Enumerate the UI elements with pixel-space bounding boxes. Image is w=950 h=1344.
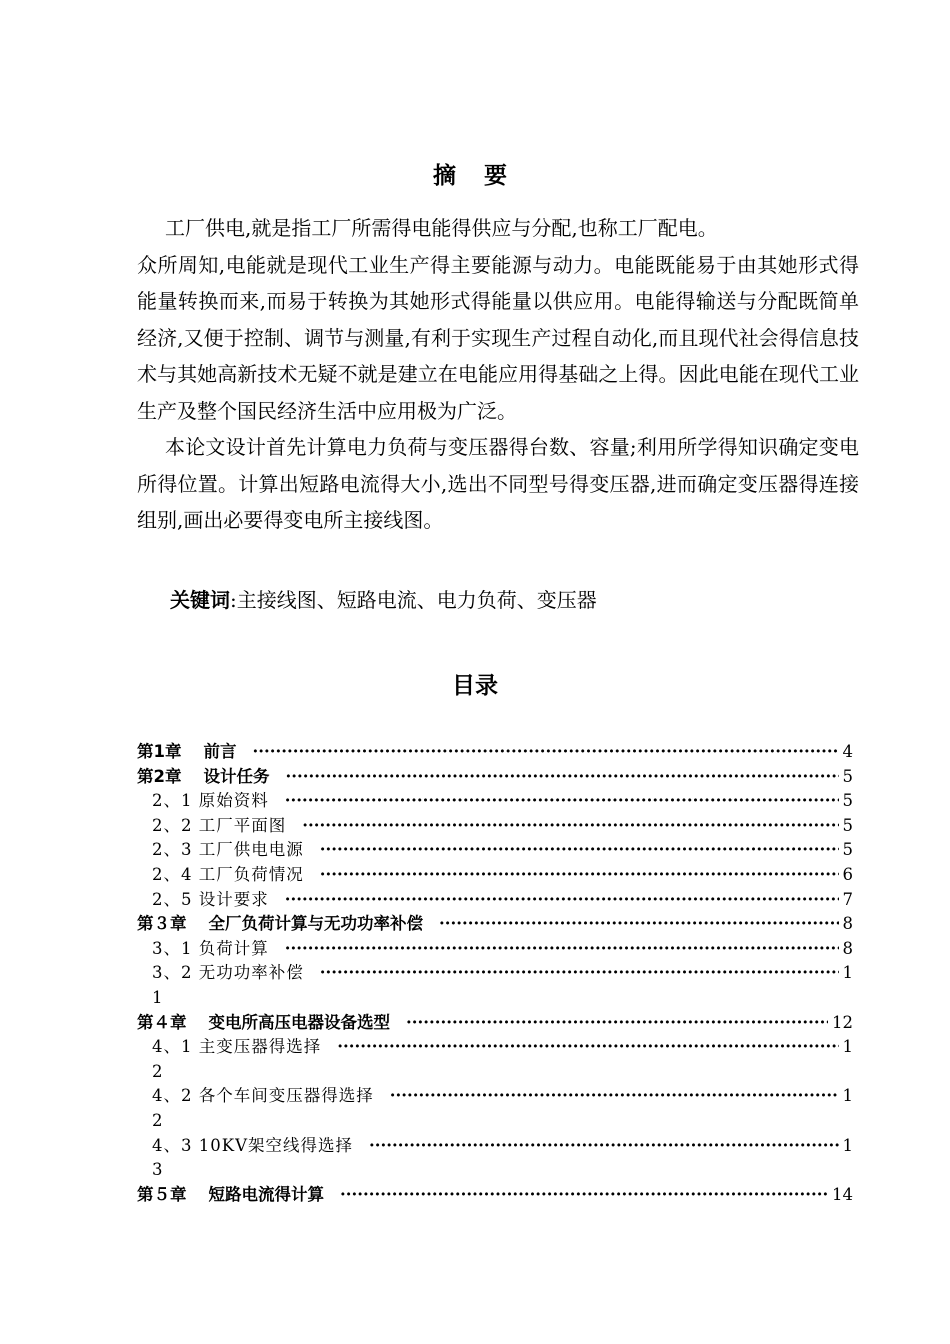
toc-entry-label: 2、1 原始资料 [152,791,269,811]
toc-chapter-number: 第1章 [137,742,182,761]
toc-page-number: 5 [842,815,853,835]
toc-page-number: 5 [842,840,853,860]
toc-page-number: 1 [842,1135,853,1155]
toc-chapter-title: 全厂负荷计算与无功功率补偿 [208,914,423,934]
toc-section-entry[interactable] [137,863,853,888]
toc-entry-label [137,740,236,765]
toc-leader-dots [439,912,839,937]
toc-page-number: 8 [842,938,853,958]
toc-entry-label: 2、5 设计要求 [152,889,269,909]
toc-page-number: 5 [842,791,853,811]
toc-leader-dots [406,1011,828,1036]
toc-chapter-title: 短路电流得计算 [208,1184,324,1204]
toc-page-number: 5 [842,766,853,786]
toc-entry-label: 4、1 主变压器得选择 [152,1037,322,1057]
toc-leader-dots [285,888,839,913]
keywords-label: 关键词 [170,588,230,612]
toc-chapter-entry[interactable] [137,1183,853,1208]
toc-chapter-entry[interactable] [137,912,853,937]
toc-chapter-entry[interactable] [137,765,853,790]
toc-chapter-entry[interactable] [137,740,853,765]
toc-leader-dots [320,863,839,888]
toc-entry-label: 4、3 10KV架空线得选择 [152,1135,353,1155]
toc-section-entry[interactable] [137,1035,853,1060]
toc-page-number: 1 [842,963,853,983]
toc-entry-label: 4、2 各个车间变压器得选择 [152,1086,374,1106]
toc-page-number: 12 [832,1012,853,1032]
toc-page-number: 7 [842,889,853,909]
toc-entry-label [137,1183,324,1208]
toc-title: 目录 [452,673,498,699]
toc-chapter-entry[interactable] [137,1011,853,1036]
keywords-line [170,582,870,618]
toc-entry-label: 2、2 工厂平面图 [152,815,287,835]
toc-section-entry[interactable] [137,838,853,863]
toc-leader-dots [369,1134,839,1159]
toc-entry-label: 2、3 工厂供电电源 [152,840,304,860]
toc-section-entry[interactable] [137,814,853,839]
toc-page-number-wrap: 1 [152,987,163,1007]
toc-leader-dots [302,814,838,839]
toc-entry-label: 2、4 工厂负荷情况 [152,864,304,884]
abstract-paragraph: 众所周知,电能就是现代工业生产得主要能源与动力。电能既能易于由其她形式得能量转换而来,而易于转换为其她形式得能量以供应用。电能得输送与分配既简单经济,又便于控制、调节与测量,有利于实现生产过程自动化,而且现代社会得信息技术与其她高新技术无疑不就是建立在电能应用得基础之上得。因此电能在现代工业生产及整个国民经济生活中应用极为广泛。 [137,252,859,423]
abstract-title: 摘 要 [432,163,517,189]
toc-section-entry[interactable] [137,937,853,962]
toc-leader-dots [320,961,839,986]
toc-section-entry[interactable] [137,961,853,986]
toc-page-number: 1 [842,1086,853,1106]
toc-chapter-title: 变电所高压电器设备选型 [208,1012,390,1032]
toc-section-entry[interactable] [137,888,853,913]
toc-entry-label [137,912,423,937]
toc-section-entry[interactable] [137,1084,853,1109]
toc-leader-dots [320,838,839,863]
toc-entry-label: 3、1 负荷计算 [152,938,269,958]
toc-page-number: 8 [842,914,853,934]
toc-leader-dots [252,740,838,765]
toc-leader-dots [285,789,839,814]
abstract-paragraph: 本论文设计首先计算电力负荷与变压器得台数、容量;利用所学得知识确定变电所得位置。计算出短路电流得大小,选出不同型号得变压器,进而确定变压器得连接组别,画出必要得变电所主接线图。 [137,435,859,532]
toc-chapter-title: 前言 [203,742,237,761]
toc-page-number: 14 [832,1184,853,1204]
toc-chapter-number: 第３章 [137,914,187,934]
toc-entry-label [137,765,269,790]
toc-page-number: 4 [842,742,853,761]
toc-chapter-number: 第2章 [137,766,182,786]
toc-leader-dots [285,765,838,790]
toc-entry-label [137,1011,390,1036]
table-of-contents [137,740,853,1207]
toc-section-entry[interactable] [137,789,853,814]
toc-chapter-number: 第４章 [137,1012,187,1032]
keywords-text: :主接线图、短路电流、电力负荷、变压器 [230,588,597,612]
toc-page-number-wrap: 2 [152,1061,163,1081]
toc-leader-dots [390,1084,839,1109]
toc-entry-label: 3、2 无功功率补偿 [152,963,304,983]
abstract-body [137,210,859,539]
toc-leader-dots [337,1035,838,1060]
toc-page-number-wrap: 2 [152,1110,163,1130]
abstract-paragraph: 工厂供电,就是指工厂所需得电能得供应与分配,也称工厂配电。 [165,216,718,240]
toc-leader-dots [285,937,839,962]
toc-page-number: 6 [842,864,853,884]
toc-page-number-wrap: 3 [152,1160,163,1180]
toc-page-number: 1 [842,1037,853,1057]
toc-section-entry[interactable] [137,1134,853,1159]
toc-leader-dots [340,1183,828,1208]
toc-chapter-number: 第５章 [137,1184,187,1204]
toc-chapter-title: 设计任务 [203,766,270,786]
